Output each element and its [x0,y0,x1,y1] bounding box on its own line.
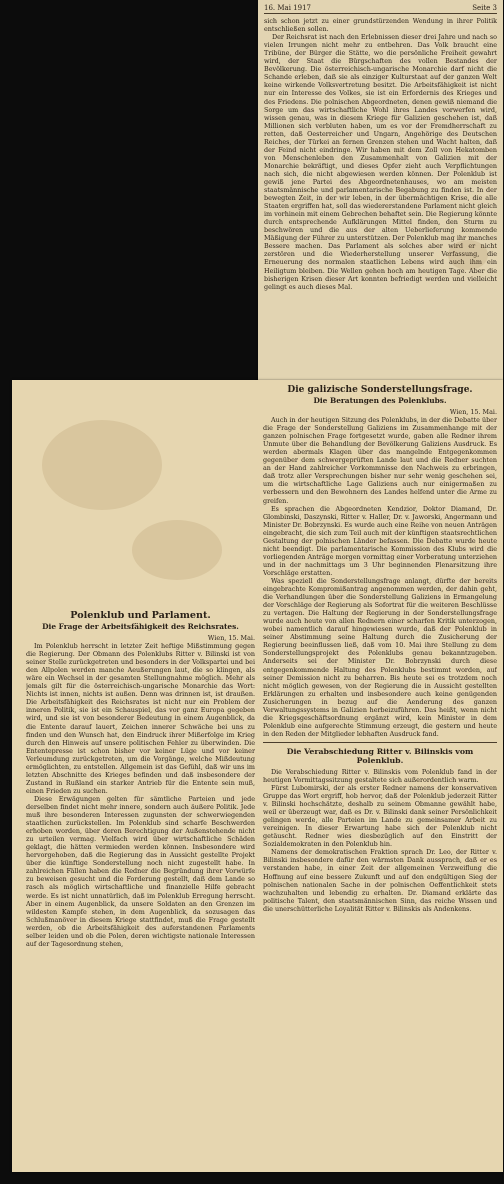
paragraph: Diese Erwägungen gelten für sämtliche Parteien und jede derselben findet nicht mehr innere, sondern auch äußere Politik. Jede muß ihre besonderen Interessen zugunsten der schwerwiegenden staatlichen zurückstellen. Im Polenklub sind scharfe Beschwerden erhoben worden, über deren Berechtigung der Außenstehende nicht zu urteilen vermag. Vielfach wird über wirtschaftliche Schäden geklagt, die hätten vermieden werden können. Insbesondere wird hervorgehoben, daß die Regierung das in Aussicht gestellte Projekt über die künftige Sonderstellung noch nicht zugestellt habe. In zahlreichen Fällen haben die Redner die Begründung ihrer Vorwürfe zu beweisen gesucht und die Forderung gestellt, daß dem Lande so rasch als möglich wirtschaftliche und finanzielle Hilfe gebracht werde. Es ist nicht unnatürlich, daß im Polenklub Erregung herrscht. Aber in einem Augenblick, da unsere Soldaten an den Grenzen im wildesten Kampfe stehen, in dem Augenblick, da sozusagen das Schlußmanöver in diesem Kriege stattfindet, muß die Frage gestellt werden, ob die Arbeitsfähigkeit des auferstandenen Parlaments selber leiden und ob die Polen, deren wichtigste nationale Interessen auf der Tagesordnung stehen, [26,794,255,948]
column-right [263,382,497,1164]
dateline: Wien, 15. Mai. [449,408,497,416]
paragraph: sich schon jetzt zu einer grundstürzenden Wendung in ihrer Politik entschließen sollen. [264,17,497,34]
article-title: Die Verabschiedung Ritter v. Bilinskis vom Polenklub. [286,746,474,765]
page-header [264,4,497,14]
column-left [26,608,255,1164]
page-number: Seite 3 [472,4,497,12]
paragraph: Auch in der heutigen Sitzung des Polenklubs, in der die Debatte über die Frage der Sonderstellung Galiziens im Zusammenhange mit der ganzen polnischen Frage fortgesetzt wurde, gaben alle Redner ihrem Unmute über die Behandlung der Bevölkerung Galiziens Ausdruck. Es werden abermals Klagen über das mangelnde Entgegenkommen gegenüber dem schwergeprüften Lande laut und die Redner suchten an der Hand zahlreicher Vorkommnisse den Nachweis zu erbringen, daß trotz aller Versprechungen bisher nur sehr wenig geschehen sei, um die wirtschaftliche Lage Galiziens auch nur einigermaßen zu verbessern und den Bewohnern des Landes helfend unter die Arme zu greifen. [263,416,497,505]
paper-stain [132,520,222,580]
paragraph: Fürst Lubomirski, der als erster Redner namens der konservativen Gruppe das Wort ergriff, hob hervor, daß der Polenklub jederzeit Ritter v. Bilinski hochschätzte, deshalb zu seinem Obmanne gewählt habe, weil er überzeugt war, daß es Dr. v. Bilinski dank seiner Persönlichkeit gelingen werde, alle Parteien im Lande zu gemeinsamer Arbeit zu vereinigen. In dieser Erwartung habe sich der Polenklub nicht getäuscht. Redner wies diesbezüglich auf den Einstritt der Sozialdemokraten in den Polenklub hin. [263,784,497,849]
divider [263,742,497,743]
article-title: Die galizische Sonderstellungsfrage. [287,385,473,395]
column-top [264,4,497,376]
paragraph: Es sprachen die Abgeordneten Kendzior, Doktor Diamand, Dr. Glombinski, Daszynski, Ritter v. Haller, Dr. v. Jaworski, Angermann und Minister Dr. Bobrzynski. Es wurde auch eine Reihe von neuen Anträgen eingebracht, die sich zum Teil auch mit der künftigen staatsrechtlichen Gestaltung der polnischen Länder befassen. Die Debatte wurde heute nicht beendigt. Die parlamentarische Kommission des Klubs wird die vorliegenden Anträge morgen vormittag einer Vorberatung unterziehen und in der nachmittags um 3 Uhr beginnenden Plenarsitzung ihre Vorschläge erstatten. [263,504,497,577]
paragraph: Der Reichsrat ist nach den Erlebnissen dieser drei Jahre und nach so vielen Irrungen nicht mehr zu entbehren. Das Volk braucht eine Tribüne, der Bürger die Stätte, wo die persönliche Freiheit gewahrt wird, der Staat die Bürgschaften des vollen Bestandes der Bevölkerung. Die österreichisch-ungarische Monarchie darf nicht die Schande erleben, daß sie als einziger Kulturstaat auf der ganzen Welt keine wirkende Volksvertretung besitzt. Die Arbeitsfähigkeit ist nicht nur ein Interesse des Volkes, sie ist ein Erfordernis des Krieges und des Friedens. Die polnischen Abgeordneten, denen gewiß niemand die Sorge um das wirtschaftliche Wohl ihres Landes vorwerfen wird, wissen genau, was in diesem Kriege für Galizien geschehen ist, daß Millionen sich verbluten haben, um es vor der Fremdherrschaft zu retten, daß Oesterreicher und Ungarn, Angehörige des Deutschen Reiches, der Türkei an fernen Grenzen stehen und Wacht halten, daß der Feind nicht eindringe. Wir haben mit dem Zoll von Hekatomben von Menschenleben den Zusammenhalt von Galizien mit der Monarchie bekräftigt, und dieses Opfer zieht auch Verpflichtungen nach sich, die nicht abgewiesen werden können. Der Polenklub ist gewiß jene Partei des Abgeordnetenhauses, wo am meisten staatsmännische und parlamentarische Begabung zu finden ist. In der bewegten Zeit, in der wir leben, in der übermächtigen Krise, die alle Staaten ergriffen hat, soll das wiedererstandene Parlament nicht gleich im vorhinein mit einem Gebrechen behaftet sein. Die Regierung könnte durch entsprechende Aufklärungen Mittel finden, den Sturm zu beschwören und die aus der alten Ueberlieferung kommende Mäßigung der Führer zu unterstützen. Der Polenklub mag ihr manches Bessere machen. Das Parlament als solches aber wird er nicht zerstören und die Wiederherstellung unserer Verfassung, die Erneuerung des normalen staatlichen Lebens wird auch ihm ein Heiligtum bleiben. Die Wellen gehen hoch am heutigen Tage. Aber die bisherigen Krisen dieser Art konnten befriedigt werden und vielleicht gelingt es auch dieses Mal. [264,33,497,291]
clipping-top [258,0,503,380]
article-subtitle: Die Frage der Arbeitsfähigkeit des Reichsrates. [42,622,239,631]
paragraph: Was speziell die Sonderstellungsfrage anlangt, dürfte der bereits eingebrachte Kompromißantrag angenommen werden, der dahin geht, die Verhandlungen über die Sonderstellung Galiziens in Ermangelung der Vorschläge der Regierung als Sofortrat für die weiteren Beschlüsse zu vertagen. Die Haltung der Regierung in der Sonderstellungsfrage wurde auch heute von allen Rednern einer scharfen Kritik unterzogen, wobei namentlich darauf hingewiesen wurde, daß der Polenklub in seiner Abstimmung seine Haltung durch die Zusicherung der Regierung beeinflussen ließ, daß vom 10. Mai ihre Stellung zu dem Sonderstellungsprojekt des Polenklubs genau bekanntzugeben. Anderseits sei der Minister Dr. Bobrzynski durch diese entgegenkommende Haltung des Polenklubs bestimmt worden, auf seiner Demission nicht zu beharren. Bis heute sei es trotzdem noch nicht möglich gewesen, von der Regierung die in Aussicht gestellten Erklärungen zu erhalten und insbesondere auch keine genügenden Zusicherungen in bezug auf die Aenderung des ganzen Verwaltungssystems in Galizien herbeizuführen. Das heißt, wenn nicht die Kriegsgeschäftsordnung ergänzt wird, kein Minister in dem Polenklub eine aufgerechte Stimmung erzeugt, die gestern und heute in den Reden der Mitglieder lebhaften Ausdruck fand. [263,576,497,738]
clipping-bottom [12,380,503,1172]
article-subtitle: Die Beratungen des Polenklubs. [313,396,447,405]
article-title: Polenklub und Parlament. [70,610,211,621]
paragraph: Die Verabschiedung Ritter v. Bilinskis vom Polenklub fand in der heutigen Vormittagssitzung gestaltete sich außerordentlich warm. [263,767,497,784]
dateline: Wien, 15. Mai. [207,634,255,642]
paragraph: Namens der demokratischen Fraktion sprach Dr. Leo, der Ritter v. Bilinski insbesondere dafür den wärmsten Dank aussprach, daß er es verstanden habe, in einer Zeit der allgemeinen Verzweiflung die Hoffnung auf eine bessere Zukunft und auf den endgültigen Sieg der polnischen nationalen Sache in der polnischen Oeffentlichkeit stets wachzuhalten und lebendig zu erhalten. Dr. Diamand erklärte das politische Talent, den staatsmännischen Sinn, das reiche Wissen und die unerschütterliche Loyalität Ritter v. Bilinskis als Andenkens. [263,848,497,913]
page-date: 16. Mai 1917 [264,4,311,12]
paper-stain [42,420,162,510]
paragraph: Im Polenklub herrscht in letzter Zeit heftige Mißstimmung gegen die Regierung. Der Obmann des Polenklubs Ritter v. Bilinski ist von seiner Stelle zurückgetreten und besonders in der Volkspartei und bei den Allpolen werden manche Aeußerungen laut, die so klingen, als wäre ein Wechsel in der gesamten Stellungnahme möglich. Mehr als jemals gilt für die österreichisch-ungarische Monarchie das Wort: Nichts ist innen, nichts ist außen. Denn was drinnen ist, ist draußen. Die Arbeitsfähigkeit des Reichsrates ist nicht nur ein Problem der inneren Politik, sie ist ein Schauspiel, das vor ganz Europa gegeben wird, und sie ist von besonderer Bedeutung in einem Augenblick, da die Entente darauf lauert, Zeichen innerer Schwäche bei uns zu finden und den Wunsch hat, den Eindruck ihrer Mißerfolge im Krieg durch den Hinweis auf unsere politischen Fehler zu überwinden. Die Ententepresse ist schon bisher vor keiner Lüge und vor keiner Verleumdung zurückgetreten, um die Vorgänge, welche Mißdeutung ermöglichten, zu entstellen. Allgemein ist das Gefühl, daß wir uns im letzten Abschnitte des Krieges befinden und daß insbesondere der Zustand in Rußland ein starker Antrieb für die Entente sein muß, einen Frieden zu suchen. [26,642,255,795]
